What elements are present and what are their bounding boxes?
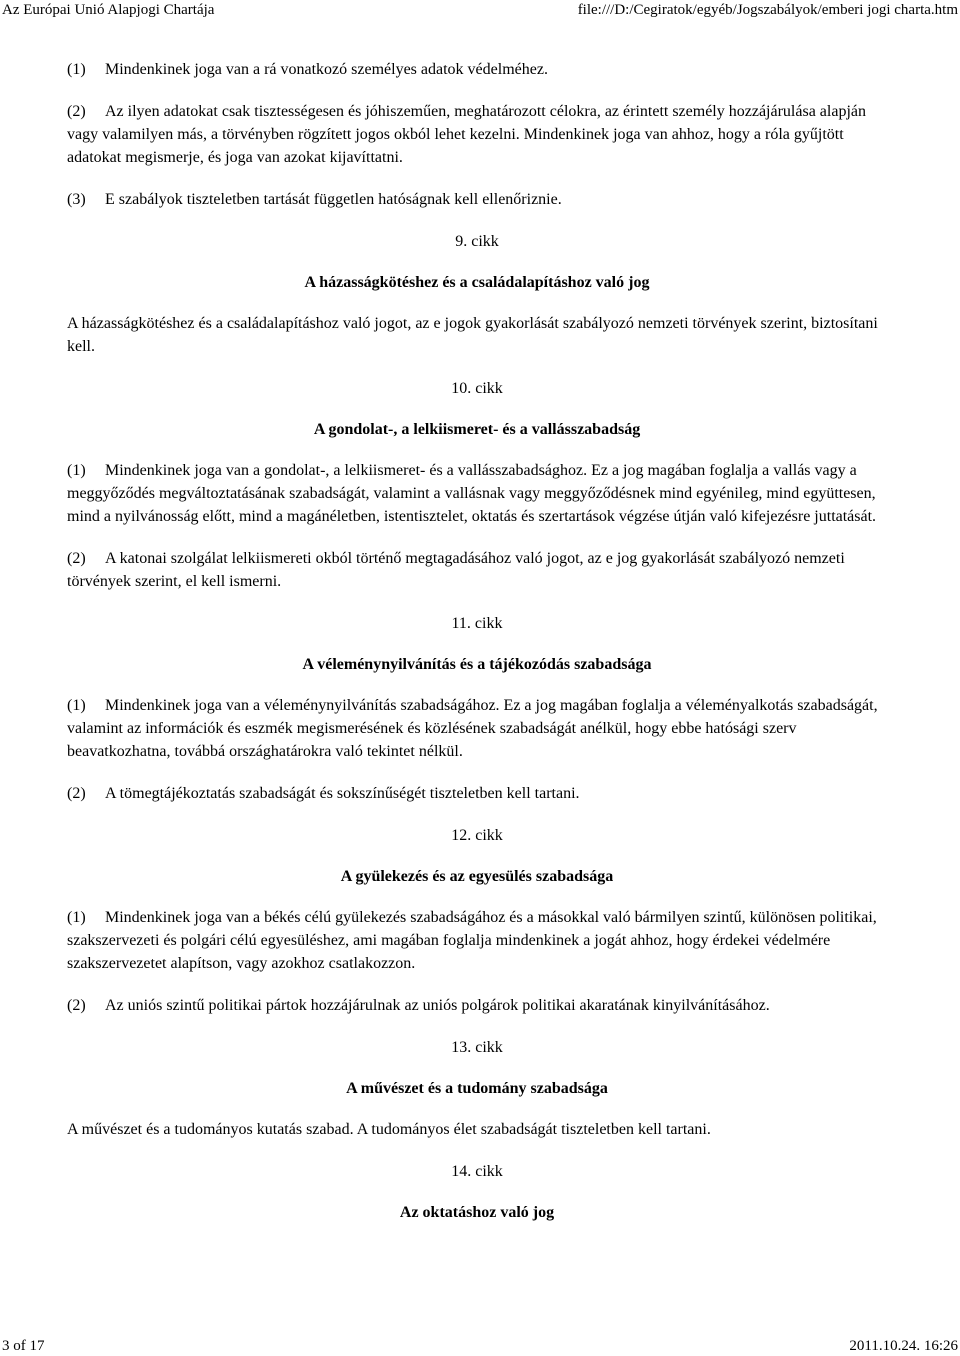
article-number: 12. cikk: [451, 827, 503, 844]
paragraph-text: Mindenkinek joga van a békés célú gyülekezés szabadságához és a másokkal való bármilyen szintű, különösen politikai, szakszervezeti és polgári célú egyesüléshez, ami magában foglalja mindenkinek a jogát ahhoz, hogy érdekei védelmére szakszervezetet alapítson, vagy azokhoz csatlakozzon.: [67, 909, 877, 972]
paragraph-number: (2): [67, 103, 86, 120]
paragraph-number: (3): [67, 191, 86, 208]
paragraph: [67, 547, 887, 593]
paragraph-number: (1): [67, 909, 86, 926]
paragraph-text: Mindenkinek joga van a rá vonatkozó személyes adatok védelméhez.: [105, 61, 548, 78]
article-title: A házasságkötéshez és a családalapításhoz való jog: [304, 274, 650, 291]
article-section: [67, 824, 887, 1017]
paragraph-number: (2): [67, 785, 86, 802]
paragraph: [67, 782, 887, 805]
print-datetime: 2011.10.24. 16:26: [849, 1338, 958, 1354]
page-counter: 3 of 17: [2, 1338, 45, 1354]
paragraph-text: E szabályok tiszteletben tartását független hatóságnak kell ellenőriznie.: [105, 191, 562, 208]
paragraph-text: A katonai szolgálat lelkiismereti okból történő megtagadásához való jogot, az e jog gyakorlását szabályozó nemzeti törvények szerint, el kell ismerni.: [67, 550, 845, 590]
article-number: 13. cikk: [451, 1039, 503, 1056]
paragraph-text: Mindenkinek joga van a gondolat-, a lelkiismeret- és a vallásszabadsághoz. Ez a jog magában foglalja a vallás vagy a meggyőződés megváltoztatásának szabadságát, valamint a vallásnak vagy meggyőződésnek mind egyénileg, mind együttesen, mind a nyilvánosság előtt, mind a magánéletben, istentisztelet, oktatás és szertartások végzése útján való kifejezésre juttatását.: [67, 462, 877, 525]
document-body: [67, 58, 887, 1242]
paragraph-number: (1): [67, 697, 86, 714]
article-section: [67, 377, 887, 593]
paragraph-text: Az ilyen adatokat csak tisztességesen és jóhiszeműen, meghatározott célokra, az érintett személy hozzájárulása alapján vagy valamilyen más, a törvényben rögzített jogos okból lehet kezelni. Mindenkinek joga van ahhoz, hogy a róla gyűjtött adatokat megismerje, és joga van azokat kijavíttatni.: [67, 103, 866, 166]
article-number: 14. cikk: [451, 1163, 503, 1180]
paragraph: [67, 694, 887, 763]
article-title: A gondolat-, a lelkiismeret- és a vallásszabadság: [313, 421, 641, 438]
article-title: A művészet és a tudomány szabadsága: [346, 1080, 608, 1097]
paragraph: [67, 312, 887, 358]
paragraph-number: (1): [67, 61, 86, 78]
paragraph-text: A tömegtájékoztatás szabadságát és sokszínűségét tiszteletben kell tartani.: [105, 785, 580, 802]
paragraph-number: (2): [67, 550, 86, 567]
document-title: Az Európai Unió Alapjogi Chartája: [2, 2, 215, 18]
article-section: [67, 1160, 887, 1224]
paragraph-text: Mindenkinek joga van a véleménynyilvánítás szabadságához. Ez a jog magában foglalja a véleményalkotás szabadságát, valamint az információk és eszmék megismerésének és közlésének szabadságát anélkül, hogy ebbe hatósági szerv beavatkozhatna, továbbá országhatárokra való tekintet nélkül.: [67, 697, 878, 760]
article-section: [67, 1036, 887, 1141]
paragraph: [67, 906, 887, 975]
article-title: Az oktatáshoz való jog: [399, 1204, 555, 1221]
page-header: [0, 0, 960, 24]
article-section: [67, 230, 887, 358]
article-number: 10. cikk: [451, 380, 503, 397]
article-section: [67, 612, 887, 805]
article-number: 11. cikk: [451, 615, 503, 632]
paragraph: [67, 459, 887, 528]
paragraph-text: A házasságkötéshez és a családalapításhoz való jogot, az e jogok gyakorlását szabályozó nemzeti törvények szerint, biztosítani kell.: [67, 315, 878, 355]
paragraph-text: A művészet és a tudományos kutatás szabad. A tudományos élet szabadságát tiszteletben kell tartani.: [67, 1121, 711, 1138]
article-title: A véleménynyilvánítás és a tájékozódás szabadsága: [302, 656, 652, 673]
paragraph: [67, 188, 887, 211]
article-title: A gyülekezés és az egyesülés szabadsága: [340, 868, 614, 885]
paragraph-number: (2): [67, 997, 86, 1014]
paragraph-text: Az uniós szintű politikai pártok hozzájárulnak az uniós polgárok politikai akaratának kinyilvánításához.: [105, 997, 770, 1014]
paragraph: [67, 1118, 887, 1141]
paragraph: [67, 58, 887, 81]
paragraph: [67, 100, 887, 169]
page-footer: [0, 1336, 960, 1356]
file-path: file:///D:/Cegiratok/egyéb/Jogszabályok/emberi jogi charta.htm: [577, 2, 958, 18]
paragraph: [67, 994, 887, 1017]
paragraph-number: (1): [67, 462, 86, 479]
article-number: 9. cikk: [455, 233, 499, 250]
